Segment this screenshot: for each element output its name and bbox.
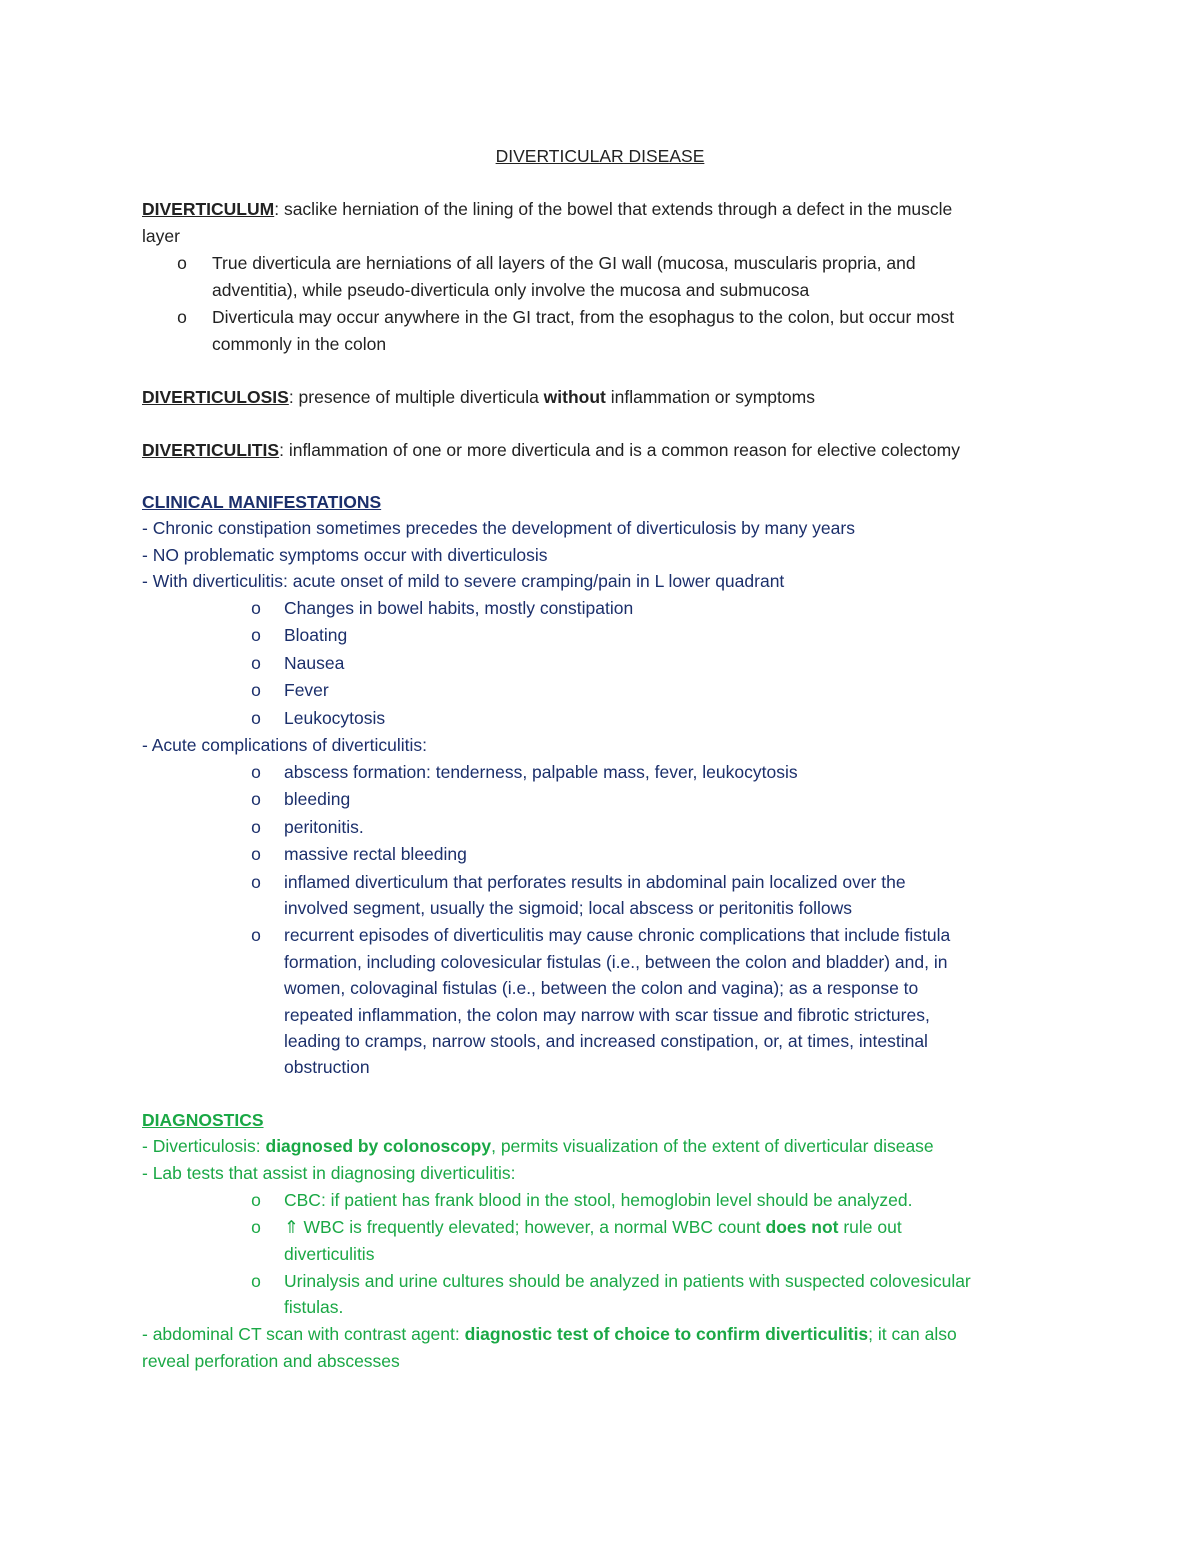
diverticulosis-def-bold: without xyxy=(543,387,606,407)
bullet-marker: o xyxy=(251,598,261,618)
recurrent-line: recurrent episodes of diverticulitis may cause chronic complications that include fistula xyxy=(284,925,951,945)
diagnostics-line1-a: - Diverticulosis: xyxy=(142,1136,266,1156)
diverticulum-def-line1: : saclike herniation of the lining of the bowel that extends through a defect in the muscle xyxy=(274,199,953,219)
clinical-heading: CLINICAL MANIFESTATIONS xyxy=(142,492,382,512)
diverticulitis-definition xyxy=(142,437,960,463)
wbc-item-bold: does not xyxy=(765,1217,839,1237)
recurrent-line: formation, including colovesicular fistulas (i.e., between the colon and bladder) and, in xyxy=(284,952,948,972)
wbc-item-a: ⇑ WBC is frequently elevated; however, a normal WBC count xyxy=(284,1217,766,1237)
diverticulitis-term: DIVERTICULITIS xyxy=(142,440,280,460)
recurrent-line: leading to cramps, narrow stools, and increased constipation, or, at times, intestinal xyxy=(284,1031,928,1051)
bullet-marker: o xyxy=(251,789,261,809)
acute-complications-heading: - Acute complications of diverticulitis: xyxy=(142,735,427,755)
diverticulosis-def-a: : presence of multiple diverticula xyxy=(288,387,544,407)
bullet-marker: o xyxy=(251,653,261,673)
bullet-marker: o xyxy=(251,1217,261,1237)
diverticulum-bullet-1-line1: True diverticula are herniations of all layers of the GI wall (mucosa, muscularis propria, and xyxy=(212,253,916,273)
bullet-marker: o xyxy=(251,844,261,864)
wbc-item-b: rule out xyxy=(838,1217,902,1237)
inflamed-line2: involved segment, usually the sigmoid; local abscess or peritonitis follows xyxy=(284,898,853,918)
ct-scan-line2: reveal perforation and abscesses xyxy=(142,1351,400,1371)
bullet-marker: o xyxy=(251,680,261,700)
bullet-marker: o xyxy=(177,307,187,327)
symptom-item: Nausea xyxy=(284,653,345,673)
wbc-item-line2: diverticulitis xyxy=(284,1244,375,1264)
inflamed-line1: inflamed diverticulum that perforates results in abdominal pain localized over the xyxy=(284,872,906,892)
diverticulitis-def: : inflammation of one or more diverticula and is a common reason for elective colectomy xyxy=(279,440,960,460)
bullet-marker: o xyxy=(251,925,261,945)
bullet-marker: o xyxy=(251,817,261,837)
bullet-marker: o xyxy=(251,872,261,892)
diagnostics-line2: - Lab tests that assist in diagnosing diverticulitis: xyxy=(142,1163,516,1183)
recurrent-line: obstruction xyxy=(284,1057,370,1077)
diverticulum-def-line2: layer xyxy=(142,226,180,246)
diverticulosis-def-b: inflammation or symptoms xyxy=(605,387,815,407)
ct-scan-line1 xyxy=(142,1321,957,1347)
bullet-marker: o xyxy=(251,762,261,782)
diagnostics-line1-b: , permits visualization of the extent of diverticular disease xyxy=(491,1136,934,1156)
clinical-line: - Chronic constipation sometimes precedes the development of diverticulosis by many years xyxy=(142,518,855,538)
bullet-marker: o xyxy=(177,253,187,273)
diverticulum-bullet-2-line2: commonly in the colon xyxy=(212,334,387,354)
bullet-marker: o xyxy=(251,625,261,645)
urinalysis-line2: fistulas. xyxy=(284,1297,344,1317)
symptom-item: Changes in bowel habits, mostly constipation xyxy=(284,598,634,618)
clinical-line: - With diverticulitis: acute onset of mild to severe cramping/pain in L lower quadrant xyxy=(142,571,785,591)
cbc-item: CBC: if patient has frank blood in the stool, hemoglobin level should be analyzed. xyxy=(284,1190,913,1210)
bullet-marker: o xyxy=(251,1271,261,1291)
diverticulosis-term: DIVERTICULOSIS xyxy=(142,387,289,407)
recurrent-line: repeated inflammation, the colon may narrow with scar tissue and fibrotic strictures, xyxy=(284,1005,930,1025)
ct-scan-bold: diagnostic test of choice to confirm diverticulitis xyxy=(464,1324,869,1344)
recurrent-line: women, colovaginal fistulas (i.e., between the colon and vagina); as a response to xyxy=(284,978,919,998)
symptom-item: Bloating xyxy=(284,625,348,645)
complication-item: massive rectal bleeding xyxy=(284,844,467,864)
urinalysis-line1: Urinalysis and urine cultures should be analyzed in patients with suspected colovesicular xyxy=(284,1271,971,1291)
complication-item: abscess formation: tenderness, palpable mass, fever, leukocytosis xyxy=(284,762,798,782)
page-title: DIVERTICULAR DISEASE xyxy=(495,146,705,166)
ct-scan-a: - abdominal CT scan with contrast agent: xyxy=(142,1324,465,1344)
diverticulum-bullet-1-line2: adventitia), while pseudo-diverticula only involve the mucosa and submucosa xyxy=(212,280,810,300)
symptom-item: Fever xyxy=(284,680,329,700)
diagnostics-line1-bold: diagnosed by colonoscopy xyxy=(265,1136,492,1156)
diverticulosis-definition xyxy=(142,384,815,410)
diagnostics-heading: DIAGNOSTICS xyxy=(142,1110,264,1130)
clinical-line: - NO problematic symptoms occur with diverticulosis xyxy=(142,545,548,565)
diverticulum-bullet-2-line1: Diverticula may occur anywhere in the GI tract, from the esophagus to the colon, but occur most xyxy=(212,307,955,327)
complication-item: peritonitis. xyxy=(284,817,364,837)
symptom-item: Leukocytosis xyxy=(284,708,386,728)
diverticulum-definition xyxy=(142,196,952,222)
diverticulum-term: DIVERTICULUM xyxy=(142,199,275,219)
ct-scan-b: ; it can also xyxy=(868,1324,957,1344)
complication-item: bleeding xyxy=(284,789,351,809)
bullet-marker: o xyxy=(251,708,261,728)
wbc-item xyxy=(284,1214,902,1240)
bullet-marker: o xyxy=(251,1190,261,1210)
diagnostics-line1 xyxy=(142,1133,934,1159)
